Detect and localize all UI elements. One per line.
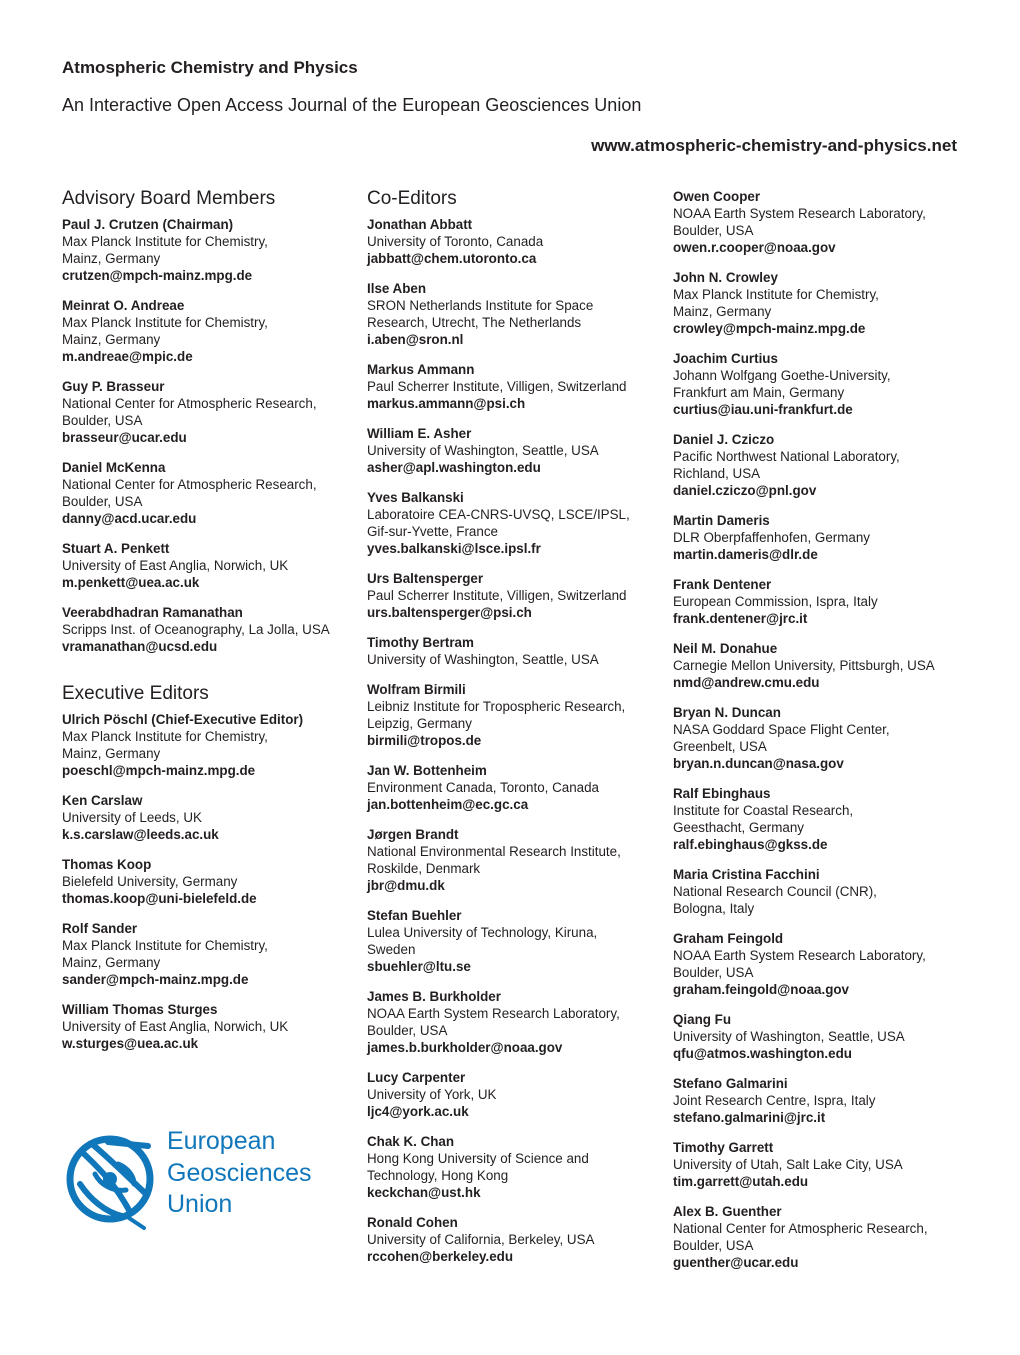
person-email-link[interactable]: urs.baltensperger@psi.ch [367,605,532,620]
person-email-link[interactable]: james.b.burkholder@noaa.gov [367,1040,563,1055]
person-email-link[interactable]: birmili@tropos.de [367,733,482,748]
person-affiliation: Boulder, USA [673,223,754,238]
person-email-link[interactable]: danny@acd.ucar.edu [62,511,197,526]
person-affiliation: Mainz, Germany [673,304,772,319]
right-column [673,188,973,1284]
executive-editors-list [62,711,357,1052]
person-email-link[interactable]: jbr@dmu.dk [367,878,445,893]
person-name: Guy P. Brasseur [62,379,165,394]
egu-globe-logo-icon [60,1124,170,1234]
person-entry [62,540,357,591]
egu-logo-line: European [167,1127,276,1155]
person-entry [673,1203,973,1271]
person-name: Martin Dameris [673,513,770,528]
person-name: Jørgen Brandt [367,827,459,842]
person-entry [367,826,657,894]
person-affiliation: Richland, USA [673,466,761,481]
person-name: Stuart A. Penkett [62,541,170,556]
person-entry [62,1001,357,1052]
person-entry [673,930,973,998]
person-email-link[interactable]: markus.ammann@psi.ch [367,396,526,411]
person-affiliation: NOAA Earth System Research Laboratory, [673,948,926,963]
egu-logo-line: Geosciences [167,1158,312,1187]
person-name: Urs Baltensperger [367,571,484,586]
person-email-link[interactable]: guenther@ucar.edu [673,1255,799,1270]
person-name: Graham Feingold [673,931,784,946]
person-name: Bryan N. Duncan [673,705,781,720]
person-affiliation: Gif-sur-Yvette, France [367,524,498,539]
person-affiliation: University of Washington, Seattle, USA [367,652,599,667]
person-affiliation: University of East Anglia, Norwich, UK [62,558,289,573]
person-affiliation: National Research Council (CNR), [673,884,877,899]
person-name: Chak K. Chan [367,1134,455,1149]
person-email-link[interactable]: thomas.koop@uni-bielefeld.de [62,891,257,906]
person-name: Yves Balkanski [367,490,464,505]
person-name: Stefan Buehler [367,908,462,923]
person-email-link[interactable]: crowley@mpch-mainz.mpg.de [673,321,866,336]
journal-url-link[interactable]: www.atmospheric-chemistry-and-physics.net [591,136,957,155]
person-affiliation: University of California, Berkeley, USA [367,1232,595,1247]
person-affiliation: University of York, UK [367,1087,497,1102]
person-email-link[interactable]: yves.balkanski@lsce.ipsl.fr [367,541,541,556]
person-entry [673,350,973,418]
person-affiliation: Environment Canada, Toronto, Canada [367,780,600,795]
person-email-link[interactable]: graham.feingold@noaa.gov [673,982,849,997]
person-email-link[interactable]: jan.bottenheim@ec.gc.ca [367,797,529,812]
egu-logo-line: Union [167,1190,233,1218]
person-entry [673,866,973,917]
person-affiliation: Roskilde, Denmark [367,861,481,876]
person-email-link[interactable]: frank.dentener@jrc.it [673,611,808,626]
person-entry [62,604,357,655]
person-affiliation: Max Planck Institute for Chemistry, [62,729,268,744]
person-name: Ulrich Pöschl (Chief-Executive Editor) [62,712,304,727]
person-affiliation: Bologna, Italy [673,901,755,916]
person-email-link[interactable]: ralf.ebinghaus@gkss.de [673,837,828,852]
person-email-link[interactable]: qfu@atmos.washington.edu [673,1046,852,1061]
person-affiliation: European Commission, Ispra, Italy [673,594,878,609]
person-affiliation: Leibniz Institute for Tropospheric Research, [367,699,626,714]
person-name: Ilse Aben [367,281,427,296]
person-email-link[interactable]: curtius@iau.uni-frankfurt.de [673,402,853,417]
person-affiliation: Max Planck Institute for Chemistry, [62,938,268,953]
person-affiliation: Carnegie Mellon University, Pittsburgh, USA [673,658,935,673]
person-entry [367,634,657,668]
person-affiliation: Technology, Hong Kong [367,1168,509,1183]
person-name: John N. Crowley [673,270,778,285]
person-affiliation: Max Planck Institute for Chemistry, [62,315,268,330]
person-email-link[interactable]: crutzen@mpch-mainz.mpg.de [62,268,253,283]
person-entry [62,297,357,365]
person-entry [673,1139,973,1190]
person-email-link[interactable]: brasseur@ucar.edu [62,430,187,445]
person-entry [62,792,357,843]
person-entry [673,269,973,337]
person-entry [62,920,357,988]
person-email-link[interactable]: martin.dameris@dlr.de [673,547,818,562]
person-affiliation: Boulder, USA [673,965,754,980]
person-entry [367,762,657,813]
person-name: Lucy Carpenter [367,1070,466,1085]
person-name: Maria Cristina Facchini [673,867,820,882]
person-entry [62,216,357,284]
person-entry [673,1075,973,1126]
person-email-link[interactable]: keckchan@ust.hk [367,1185,481,1200]
person-entry [367,570,657,621]
person-affiliation: Institute for Coastal Research, [673,803,854,818]
person-name: Daniel J. Cziczo [673,432,775,447]
person-name: Veerabdhadran Ramanathan [62,605,243,620]
person-email-link[interactable]: asher@apl.washington.edu [367,460,541,475]
person-name: Joachim Curtius [673,351,778,366]
person-affiliation: Paul Scherrer Institute, Villigen, Switzerland [367,379,627,394]
person-affiliation: Max Planck Institute for Chemistry, [673,287,879,302]
person-affiliation: Sweden [367,942,416,957]
person-email-link[interactable]: tim.garrett@utah.edu [673,1174,809,1189]
person-affiliation: Boulder, USA [62,413,143,428]
person-name: Frank Dentener [673,577,772,592]
person-affiliation: National Center for Atmospheric Research, [62,396,317,411]
person-email-link[interactable]: m.andreae@mpic.de [62,349,193,364]
person-affiliation: Boulder, USA [62,494,143,509]
person-entry [673,785,973,853]
person-email-link[interactable]: nmd@andrew.cmu.edu [673,675,820,690]
person-affiliation: DLR Oberpfaffenhofen, Germany [673,530,871,545]
person-name: Neil M. Donahue [673,641,778,656]
person-affiliation: Mainz, Germany [62,955,161,970]
person-entry [367,489,657,557]
person-affiliation: Greenbelt, USA [673,739,767,754]
person-affiliation: University of East Anglia, Norwich, UK [62,1019,289,1034]
co-editors-list-a [367,216,657,1265]
person-affiliation: Pacific Northwest National Laboratory, [673,449,900,464]
person-email-link[interactable]: rccohen@berkeley.edu [367,1249,514,1264]
person-entry [367,216,657,267]
person-entry [367,1069,657,1120]
person-email-link[interactable]: poeschl@mpch-mainz.mpg.de [62,763,256,778]
person-affiliation: Boulder, USA [673,1238,754,1253]
middle-column [367,187,657,1278]
person-email-link[interactable]: i.aben@sron.nl [367,332,464,347]
person-affiliation: Mainz, Germany [62,332,161,347]
person-name: Timothy Garrett [673,1140,774,1155]
person-name: Alex B. Guenther [673,1204,782,1219]
person-entry [62,856,357,907]
person-entry [367,907,657,975]
person-name: Daniel McKenna [62,460,166,475]
person-email-link[interactable]: ljc4@york.ac.uk [367,1104,469,1119]
person-name: Thomas Koop [62,857,152,872]
person-affiliation: Leipzig, Germany [367,716,472,731]
person-affiliation: University of Washington, Seattle, USA [673,1029,905,1044]
person-affiliation: Mainz, Germany [62,251,161,266]
person-email-link[interactable]: k.s.carslaw@leeds.ac.uk [62,827,219,842]
person-affiliation: Mainz, Germany [62,746,161,761]
person-entry [673,576,973,627]
person-name: Qiang Fu [673,1012,732,1027]
person-email-link[interactable]: sbuehler@ltu.se [367,959,471,974]
person-name: William E. Asher [367,426,472,441]
person-affiliation: National Environmental Research Institute, [367,844,621,859]
person-affiliation: Joint Research Centre, Ispra, Italy [673,1093,876,1108]
person-email-link[interactable]: owen.r.cooper@noaa.gov [673,240,836,255]
person-email-link[interactable]: w.sturges@uea.ac.uk [62,1036,199,1051]
person-affiliation: University of Washington, Seattle, USA [367,443,599,458]
advisory-board-heading: Advisory Board Members [62,188,276,209]
person-affiliation: NOAA Earth System Research Laboratory, [673,206,926,221]
person-entry [367,1133,657,1201]
co-editors-list-b [673,188,973,1271]
person-affiliation: NOAA Earth System Research Laboratory, [367,1006,620,1021]
person-name: Markus Ammann [367,362,475,377]
person-name: Jonathan Abbatt [367,217,473,232]
person-email-link[interactable]: vramanathan@ucsd.edu [62,639,218,654]
person-affiliation: Bielefeld University, Germany [62,874,238,889]
person-entry [673,512,973,563]
journal-subtitle: An Interactive Open Access Journal of the European Geosciences Union [62,95,642,115]
person-email-link[interactable]: jabbatt@chem.utoronto.ca [367,251,537,266]
person-affiliation: Geesthacht, Germany [673,820,804,835]
person-entry [62,459,357,527]
person-name: William Thomas Sturges [62,1002,218,1017]
person-affiliation: Boulder, USA [367,1023,448,1038]
person-affiliation: University of Leeds, UK [62,810,202,825]
person-email-link[interactable]: daniel.cziczo@pnl.gov [673,483,817,498]
person-entry [62,378,357,446]
person-name: Meinrat O. Andreae [62,298,185,313]
person-entry [673,431,973,499]
left-column [62,187,357,1065]
person-email-link[interactable]: stefano.galmarini@jrc.it [673,1110,826,1125]
person-name: Jan W. Bottenheim [367,763,487,778]
person-email-link[interactable]: m.penkett@uea.ac.uk [62,575,200,590]
person-affiliation: University of Utah, Salt Lake City, USA [673,1157,903,1172]
person-affiliation: Lulea University of Technology, Kiruna, [367,925,598,940]
person-entry [673,188,973,256]
person-affiliation: Scripps Inst. of Oceanography, La Jolla, USA [62,622,330,637]
person-affiliation: Laboratoire CEA-CNRS-UVSQ, LSCE/IPSL, [367,507,630,522]
person-entry [367,681,657,749]
person-affiliation: University of Toronto, Canada [367,234,544,249]
person-name: Wolfram Birmili [367,682,466,697]
person-affiliation: Research, Utrecht, The Netherlands [367,315,582,330]
person-email-link[interactable]: sander@mpch-mainz.mpg.de [62,972,249,987]
person-affiliation: NASA Goddard Space Flight Center, [673,722,890,737]
person-affiliation: Hong Kong University of Science and [367,1151,589,1166]
person-entry [367,280,657,348]
person-name: Timothy Bertram [367,635,474,650]
person-entry [367,988,657,1056]
person-name: Stefano Galmarini [673,1076,788,1091]
person-name: Ralf Ebinghaus [673,786,771,801]
person-name: Rolf Sander [62,921,138,936]
person-entry [673,1011,973,1062]
person-entry [673,640,973,691]
executive-editors-heading: Executive Editors [62,683,209,704]
advisory-board-list [62,216,357,655]
person-entry [367,1214,657,1265]
journal-title: Atmospheric Chemistry and Physics [62,58,358,77]
person-entry [367,425,657,476]
person-affiliation: Johann Wolfgang Goethe-University, [673,368,891,383]
person-affiliation: SRON Netherlands Institute for Space [367,298,594,313]
person-entry [62,711,357,779]
person-name: Owen Cooper [673,189,761,204]
person-affiliation: National Center for Atmospheric Research, [62,477,317,492]
person-affiliation: National Center for Atmospheric Research, [673,1221,928,1236]
person-name: Ronald Cohen [367,1215,458,1230]
person-name: James B. Burkholder [367,989,501,1004]
person-name: Paul J. Crutzen (Chairman) [62,217,234,232]
egu-logo-text [167,1126,312,1221]
person-entry [367,361,657,412]
person-affiliation: Max Planck Institute for Chemistry, [62,234,268,249]
person-affiliation: Paul Scherrer Institute, Villigen, Switzerland [367,588,627,603]
co-editors-heading: Co-Editors [367,188,457,209]
person-entry [673,704,973,772]
person-email-link[interactable]: bryan.n.duncan@nasa.gov [673,756,844,771]
person-affiliation: Frankfurt am Main, Germany [673,385,845,400]
person-name: Ken Carslaw [62,793,143,808]
